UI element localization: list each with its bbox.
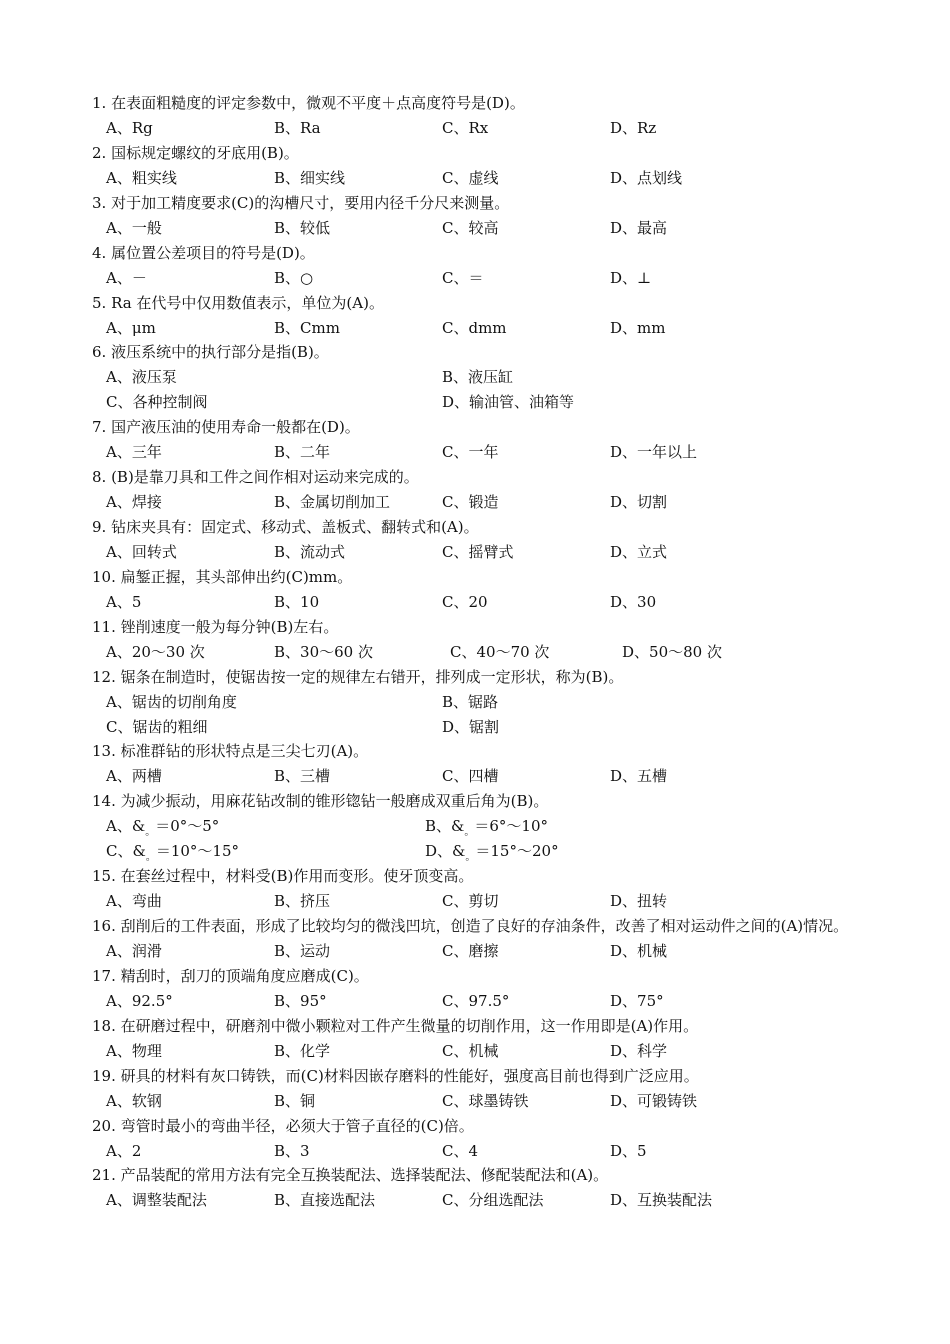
option-d: D、75° [610,991,664,1010]
option-b: B、铜 [274,1091,316,1110]
option-a: A、两槽 [106,767,162,786]
option-d: D、点划线 [610,168,683,187]
options-11 [92,640,882,665]
option-a: A、20～30 次 [106,642,205,661]
option-d: D、切割 [610,493,668,512]
question-15: 15. 在套丝过程中，材料受(B)作用而变形。使牙顶变高。 [92,867,474,886]
option-a: A、软钢 [106,1091,162,1110]
option-a: A、$\&_。=0^\circ\sim 5^\circ$ [106,817,220,839]
option-b: B、○ [274,268,314,287]
option-b: B、95° [274,991,327,1010]
options-19 [92,1089,882,1114]
option-d: D、一年以上 [610,443,698,462]
options-21 [92,1188,882,1213]
option-d: D、Rz [610,119,657,137]
option-a: A、92.5° [106,991,173,1010]
question-3: 3. 对于加工精度要求(C)的沟槽尺寸，要用内径千分尺来测量。 [92,193,510,212]
question-13: 13. 标准群钻的形状特点是三尖七刃(A)。 [92,742,369,761]
options-2 [92,166,882,191]
option-d: D、机械 [610,942,668,961]
question-18: 18. 在研磨过程中，研磨剂中微小颗粒对工件产生微量的切削作用，这一作用即是(A)作用。 [92,1016,699,1035]
options-14-row1 [92,814,882,839]
option-d: D、科学 [610,1041,668,1060]
option-c: C、锯齿的粗细 [106,717,208,736]
question-7: 7. 国产液压油的使用寿命一般都在(D)。 [92,418,360,437]
option-b: B、细实线 [274,168,346,187]
option-a: A、锯齿的切削角度 [106,692,237,711]
option-c: C、各种控制阀 [106,393,208,412]
option-b: B、$\&_。=6^\circ\sim 10^\circ$ [425,817,549,839]
option-b: B、运动 [274,942,331,961]
question-document [92,91,882,1213]
option-d: D、30 [610,592,657,611]
option-c: C、较高 [442,218,499,237]
question-10: 10. 扁錾正握，其头部伸出约(C)mm。 [92,567,353,586]
question-4: 4. 属位置公差项目的符号是(D)。 [92,243,315,262]
option-d: D、最高 [610,218,668,237]
option-c: C、分组选配法 [442,1191,544,1210]
option-a: A、回转式 [106,543,177,562]
options-12-row1 [92,690,882,715]
option-b: B、Ra [274,119,321,137]
option-a: A、5 [106,592,142,611]
option-d: D、可锻铸铁 [610,1091,698,1110]
options-16 [92,939,882,964]
option-d: D、⊥ [610,268,652,287]
option-a: A、粗实线 [106,168,177,187]
options-4 [92,266,882,291]
question-19: 19. 研具的材料有灰口铸铁，而(C)材料因嵌存磨料的性能好，强度高目前也得到广泛应用。 [92,1066,699,1085]
option-b: B、流动式 [274,543,346,562]
option-a: A、一般 [106,218,162,237]
option-d: D、mm [610,318,666,337]
options-6-row2 [92,390,882,415]
option-c: C、dmm [442,318,507,337]
option-c: C、机械 [442,1041,499,1060]
option-c: C、$\&_。=10^\circ\sim 15^\circ$ [106,842,240,864]
question-8: 8. (B)是靠刀具和工件之间作相对运动来完成的。 [92,468,419,487]
option-d: D、锯割 [442,717,500,736]
options-14-row2 [92,839,882,864]
option-c: C、锻造 [442,493,499,512]
option-c: C、磨擦 [442,942,499,961]
option-c: C、四槽 [442,767,499,786]
options-9 [92,540,882,565]
question-11: 11. 锉削速度一般为每分钟(B)左右。 [92,617,339,636]
option-d: D、5 [610,1141,647,1160]
question-1: 1. 在表面粗糙度的评定参数中，微观不平度＋点高度符号是(D)。 [92,94,525,112]
option-b: B、金属切削加工 [274,493,391,512]
option-b: B、较低 [274,218,331,237]
option-c: C、20 [442,592,488,611]
option-a: A、Rg [106,119,153,137]
question-9: 9. 钻床夹具有：固定式、移动式、盖板式、翻转式和(A)。 [92,518,479,537]
option-c: C、摇臂式 [442,543,514,562]
option-d: D、互换装配法 [610,1191,713,1210]
question-16: 16. 刮削后的工件表面，形成了比较均匀的微浅凹坑，创造了良好的存油条件，改善了相对运动件之间的(A)情况。 [92,917,849,936]
option-b: B、锯路 [442,692,499,711]
option-a: A、润滑 [106,942,162,961]
option-d: D、50～80 次 [622,642,722,661]
option-a: A、－ [106,268,147,287]
option-c: C、＝ [442,268,484,287]
option-c: C、4 [442,1141,479,1160]
options-12-row2 [92,715,882,740]
option-b: B、30～60 次 [274,642,373,661]
options-15 [92,889,882,914]
question-14: 14. 为减少振动，用麻花钻改制的锥形锪钻一般磨成双重后角为(B)。 [92,792,549,811]
option-a: A、调整装配法 [106,1191,207,1210]
question-6: 6. 液压系统中的执行部分是指(B)。 [92,343,329,362]
options-3 [92,216,882,241]
option-c: C、40～70 次 [450,642,550,661]
option-c: C、Rx [442,119,489,137]
question-21: 21. 产品装配的常用方法有完全互换装配法、选择装配法、修配装配法和(A)。 [92,1166,609,1185]
options-10 [92,590,882,615]
question-2: 2. 国标规定螺纹的牙底用(B)。 [92,143,299,162]
options-1 [92,116,882,141]
option-c: C、球墨铸铁 [442,1091,529,1110]
options-20 [92,1139,882,1164]
question-20: 20. 弯管时最小的弯曲半径，必须大于管子直径的(C)倍。 [92,1116,474,1135]
option-a: A、弯曲 [106,892,162,911]
option-c: C、虚线 [442,168,499,187]
option-d: D、五槽 [610,767,668,786]
question-17: 17. 精刮时，刮刀的顶端角度应磨成(C)。 [92,966,369,985]
options-7 [92,440,882,465]
options-6-row1 [92,365,882,390]
option-a: A、液压泵 [106,368,177,387]
option-b: B、直接选配法 [274,1191,376,1210]
option-b: B、三槽 [274,767,331,786]
option-d: D、$\&_。=15^\circ\sim 20^\circ$ [425,842,559,864]
option-c: C、97.5° [442,991,510,1010]
option-a: A、三年 [106,443,162,462]
option-c: C、剪切 [442,892,499,911]
option-b: B、10 [274,592,320,611]
option-d: D、扭转 [610,892,668,911]
option-d: D、输油管、油箱等 [442,393,575,412]
option-b: B、二年 [274,443,331,462]
option-b: B、Cmm [274,318,340,337]
options-8 [92,490,882,515]
options-5 [92,316,882,341]
option-a: A、焊接 [106,493,162,512]
options-18 [92,1039,882,1064]
options-17 [92,989,882,1014]
option-c: C、一年 [442,443,499,462]
option-b: B、挤压 [274,892,331,911]
question-5: 5. Ra 在代号中仅用数值表示，单位为(A)。 [92,293,384,312]
option-d: D、立式 [610,543,668,562]
option-b: B、液压缸 [442,368,514,387]
question-12: 12. 锯条在制造时，使锯齿按一定的规律左右错开，排列成一定形状，称为(B)。 [92,667,624,686]
option-a: A、物理 [106,1041,162,1060]
option-a: A、2 [106,1141,142,1160]
option-b: B、化学 [274,1041,331,1060]
option-b: B、3 [274,1141,310,1160]
options-13 [92,764,882,789]
option-a: A、μm [106,318,156,337]
